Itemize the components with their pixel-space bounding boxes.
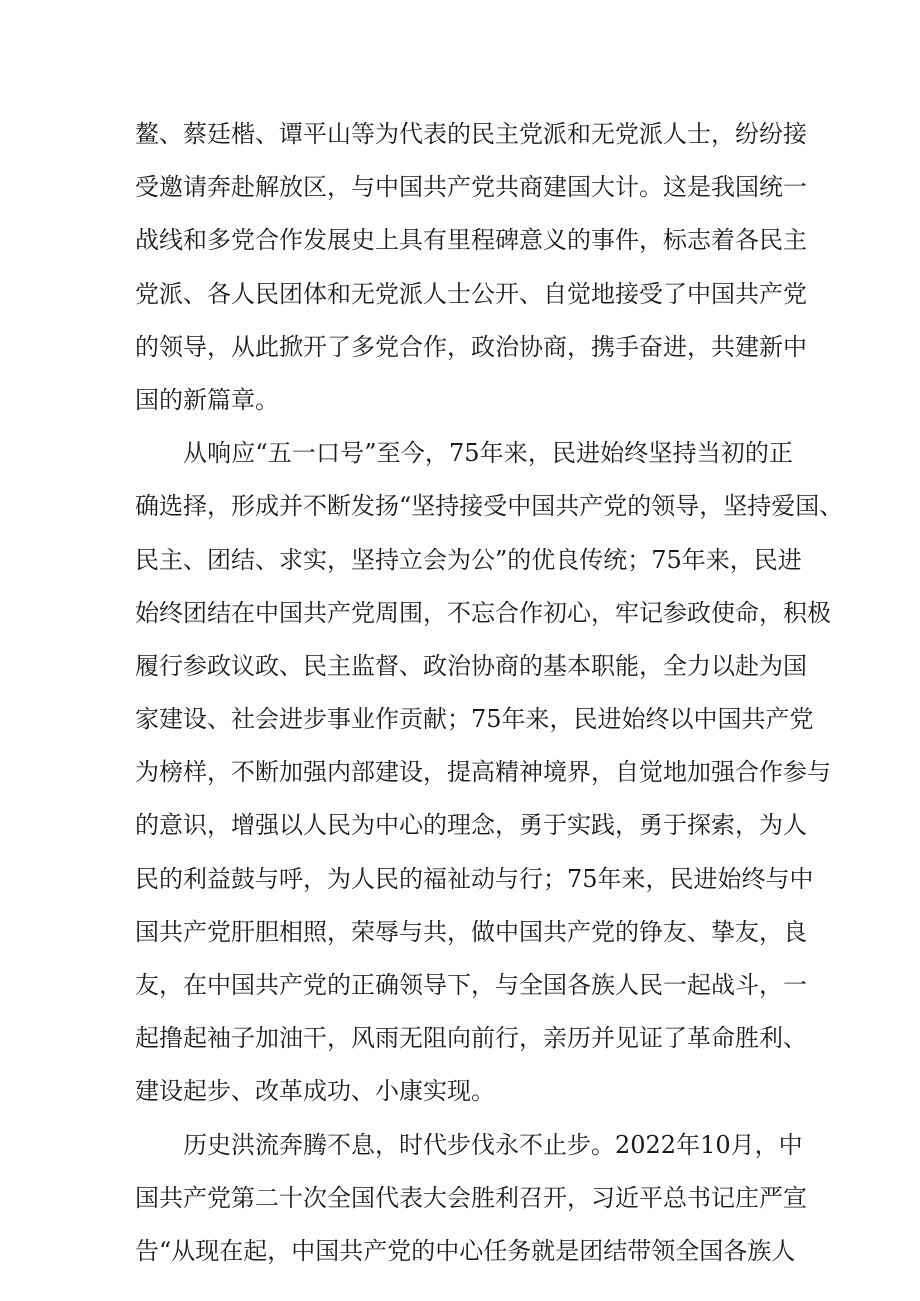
paragraph-line: 民主、团结、求实，坚持立会为公”的优良传统；75年来，民进 (135, 545, 802, 574)
paragraph-line: 战线和多党合作发展史上具有里程碑意义的事件，标志着各民主 (135, 226, 807, 255)
paragraph-line: 起撸起袖子加油干，风雨无阻向前行，亲历并见证了革命胜利、 (135, 1024, 807, 1053)
paragraph-line: 从响应“五一口号”至今，75年来，民进始终坚持当初的正 (183, 439, 793, 468)
paragraph-line: 履行参政议政、民主监督、政治协商的基本职能，全力以赴为国 (135, 651, 807, 680)
paragraph-line: 国共产党第二十次全国代表大会胜利召开，习近平总书记庄严宣 (135, 1183, 807, 1212)
paragraph-line: 为榜样，不断加强内部建设，提高精神境界，自觉地加强合作参与 (135, 758, 831, 787)
paragraph-line: 的领导，从此掀开了多党合作，政治协商，携手奋进，共建新中 (135, 332, 807, 361)
paragraph-line: 国的新篇章。 (135, 385, 279, 414)
paragraph-line: 家建设、社会进步事业作贡献；75年来，民进始终以中国共产党 (135, 705, 814, 734)
paragraph-line: 历史洪流奔腾不息，时代步伐永不止步。2022年10月，中 (183, 1130, 803, 1159)
paragraph-line: 告“从现在起，中国共产党的中心任务就是团结带领全国各族人 (135, 1236, 796, 1265)
paragraph-3 (135, 1119, 807, 1279)
paragraph-line: 确选择，形成并不断发扬“坚持接受中国共产党的领导，坚持爱国、 (135, 492, 844, 521)
paragraph-line: 的意识，增强以人民为中心的理念，勇于实践，勇于探索，为人 (135, 811, 807, 840)
paragraph-line: 国共产党肝胆相照，荣辱与共，做中国共产党的铮友、挚友，良 (135, 917, 807, 946)
document-body (135, 108, 844, 1278)
paragraph-line: 始终团结在中国共产党周围，不忘合作初心，牢记参政使命，积极 (135, 598, 831, 627)
paragraph-line: 建设起步、改革成功、小康实现。 (135, 1077, 495, 1106)
paragraph-line: 民的利益鼓与呼，为人民的福祉动与行；75年来，民进始终与中 (135, 864, 814, 893)
paragraph-line: 受邀请奔赴解放区，与中国共产党共商建国大计。这是我国统一 (135, 173, 807, 202)
paragraph-1 (135, 108, 807, 427)
paragraph-line: 鳌、蔡廷楷、谭平山等为代表的民主党派和无党派人士，纷纷接 (135, 120, 807, 148)
paragraph-line: 党派、各人民团体和无党派人士公开、自觉地接受了中国共产党 (135, 279, 807, 308)
paragraph-line: 友，在中国共产党的正确领导下，与全国各族人民一起战斗，一 (135, 971, 807, 999)
paragraph-2 (135, 427, 844, 1118)
